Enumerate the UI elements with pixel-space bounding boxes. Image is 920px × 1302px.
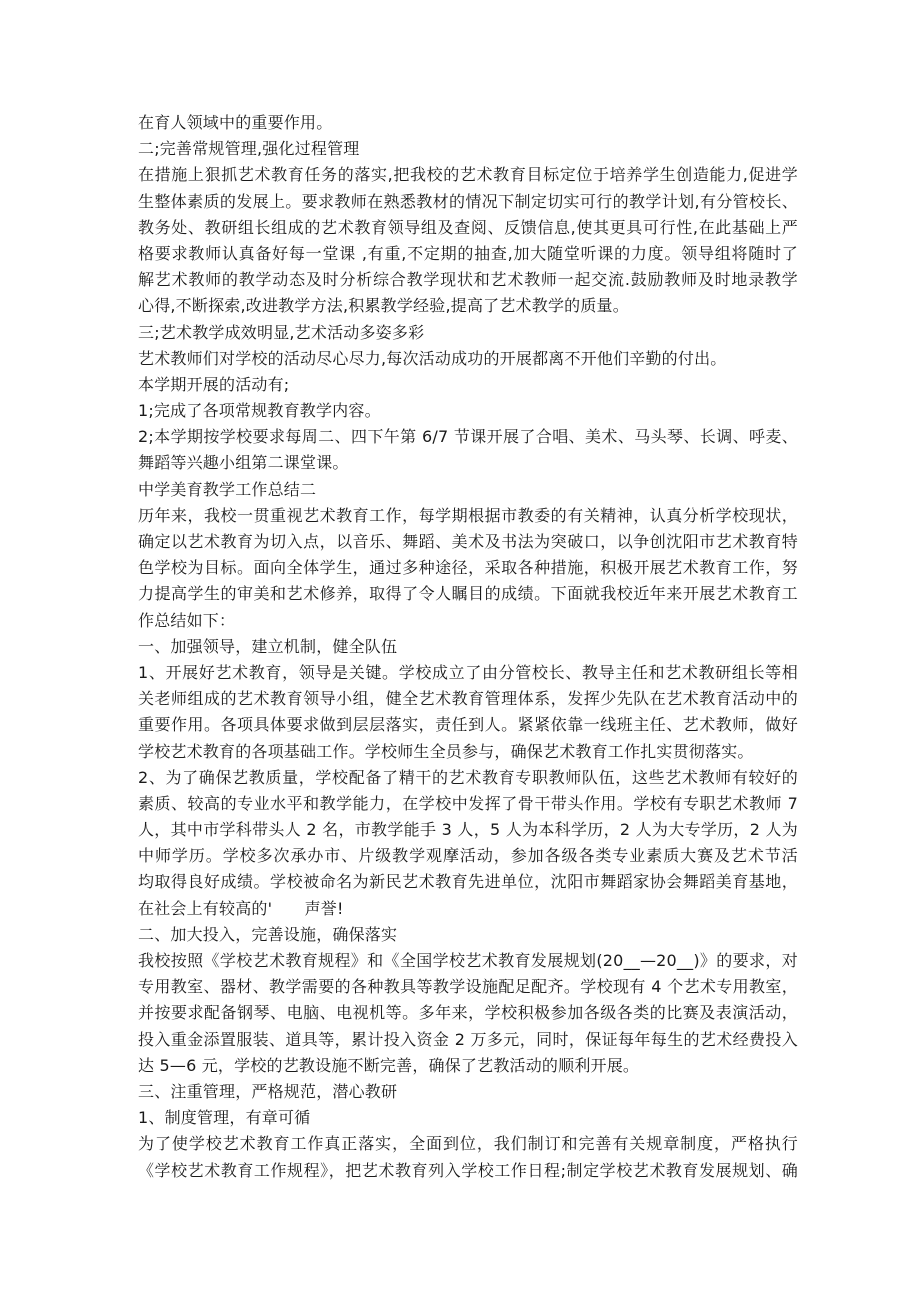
text-line: 1、制度管理，有章可循 [138, 1108, 311, 1128]
text-line: 中师学历。学校多次承办市、片级教学观摩活动，参加各级各类专业素质大赛及艺术节活 [138, 846, 798, 866]
text-line: 格要求教师认真备好每一堂课 ,有重,不定期的抽查,加大随堂听课的力度。领导组将随时了 [138, 243, 798, 263]
text-line: 关老师组成的艺术教育领导小组，健全艺术教育管理体系，发挥少先队在艺术教育活动中的 [138, 689, 798, 709]
text-line: 确定以艺术教育为切入点，以音乐、舞蹈、美术及书法为突破口，以争创沈阳市艺术教育特 [138, 532, 798, 551]
text-line: 一、加强领导，建立机制，健全队伍 [138, 636, 398, 656]
text-line: 舞蹈等兴趣小组第二课堂课。 [138, 453, 349, 473]
text-line: 并按要求配备钢琴、电脑、电视机等。多年来，学校积极参加各级各类的比赛及表演活动， [138, 1003, 798, 1023]
text-line: 色学校为目标。面向全体学生，通过多种途径，采取各种措施，积极开展艺术教育工作，努 [138, 558, 798, 578]
text-line: 投入重金添置服装、道具等，累计投入资金 2 万多元，同时，保证每年每生的艺术经费投入 [138, 1029, 798, 1049]
text-line: 专用教室、器材、教学需要的各种教具等教学设施配足配齐。学校现有 4 个艺术专用教室， [138, 977, 798, 997]
text-line: 在育人领域中的重要作用。 [138, 113, 333, 132]
text-line: 学校艺术教育的各项基础工作。学校师生全员参与，确保艺术教育工作扎实贯彻落实。 [138, 741, 754, 761]
text-line: 二、加大投入，完善设施，确保落实 [138, 924, 398, 944]
text-line: 均取得良好成绩。学校被命名为新民艺术教育先进单位，沈阳市舞蹈家协会舞蹈美育基地， [138, 872, 798, 892]
text-line: 本学期开展的活动有; [138, 374, 290, 394]
text-line: 力提高学生的审美和艺术修养，取得了令人瞩目的成绩。下面就我校近年来开展艺术教育工 [138, 584, 798, 604]
text-line: 历年来，我校一贯重视艺术教育工作，每学期根据市教委的有关精神，认真分析学校现状， [138, 505, 798, 525]
text-line: 2、为了确保艺教质量，学校配备了精干的艺术教育专职教师队伍，这些艺术教师有较好的 [138, 767, 798, 787]
text-line: 重要作用。各项具体要求做到层层落实，责任到人。紧紧依靠一线班主任、艺术教师，做好 [138, 715, 798, 735]
document-body [138, 110, 798, 1184]
text-line: 1、开展好艺术教育，领导是关键。学校成立了由分管校长、教导主任和艺术教研组长等相 [138, 662, 798, 682]
text-line: 心得,不断探索,改进教学方法,积累教学经验,提高了艺术教学的质量。 [138, 296, 629, 316]
text-line: 人，其中市学科带头人 2 名，市教学能手 3 人，5 人为本科学历，2 人为大专学历，2 人为 [138, 820, 798, 840]
text-line: 素质、较高的专业水平和教学能力，在学校中发挥了骨干带头作用。学校有专职艺术教师 7 [138, 793, 798, 813]
text-line: 解艺术教师的教学动态及时分析综合教学现状和艺术教师一起交流.鼓励教师及时地录教学 [138, 270, 798, 290]
text-line: 1;完成了各项常规教育教学内容。 [138, 401, 381, 421]
text-line: 为了使学校艺术教育工作真正落实，全面到位，我们制订和完善有关规章制度，严格执行 [138, 1134, 798, 1154]
text-line: 2;本学期按学校要求每周二、四下午第 6/7 节课开展了合唱、美术、马头琴、长调、呼麦、 [138, 427, 798, 447]
text-line: 达 5—6 元，学校的艺教设施不断完善，确保了艺教活动的顺利开展。 [138, 1055, 640, 1075]
text-line: 在社会上有较高的' 声誉! [138, 898, 344, 918]
text-line: 中学美育教学工作总结二 [138, 479, 317, 499]
text-line: 生整体素质的发展上。要求教师在熟悉教材的情况下制定切实可行的教学计划,有分管校长、 [138, 191, 798, 211]
text-line: 三;艺术教学成效明显,艺术活动多姿多彩 [138, 322, 425, 342]
text-line: 艺术教师们对学校的活动尽心尽力,每次活动成功的开展都离不开他们辛勤的付出。 [138, 348, 727, 368]
text-line: 作总结如下： [138, 610, 236, 630]
text-line: 教务处、教研组长组成的艺术教育领导组及查阅、反馈信息,使其更具可行性,在此基础上严 [138, 217, 798, 237]
text-line: 三、注重管理，严格规范，潜心教研 [138, 1081, 398, 1101]
text-line: 我校按照《学校艺术教育规程》和《全国学校艺术教育发展规划(20__—20__)》的要求，对 [138, 951, 798, 970]
text-line: 二;完善常规管理,强化过程管理 [138, 139, 360, 159]
text-line: 在措施上狠抓艺术教育任务的落实,把我校的艺术教育目标定位于培养学生创造能力,促进学 [138, 165, 798, 185]
text-line: 《学校艺术教育工作规程》，把艺术教育列入学校工作日程;制定学校艺术教育发展规划、确 [138, 1160, 798, 1180]
